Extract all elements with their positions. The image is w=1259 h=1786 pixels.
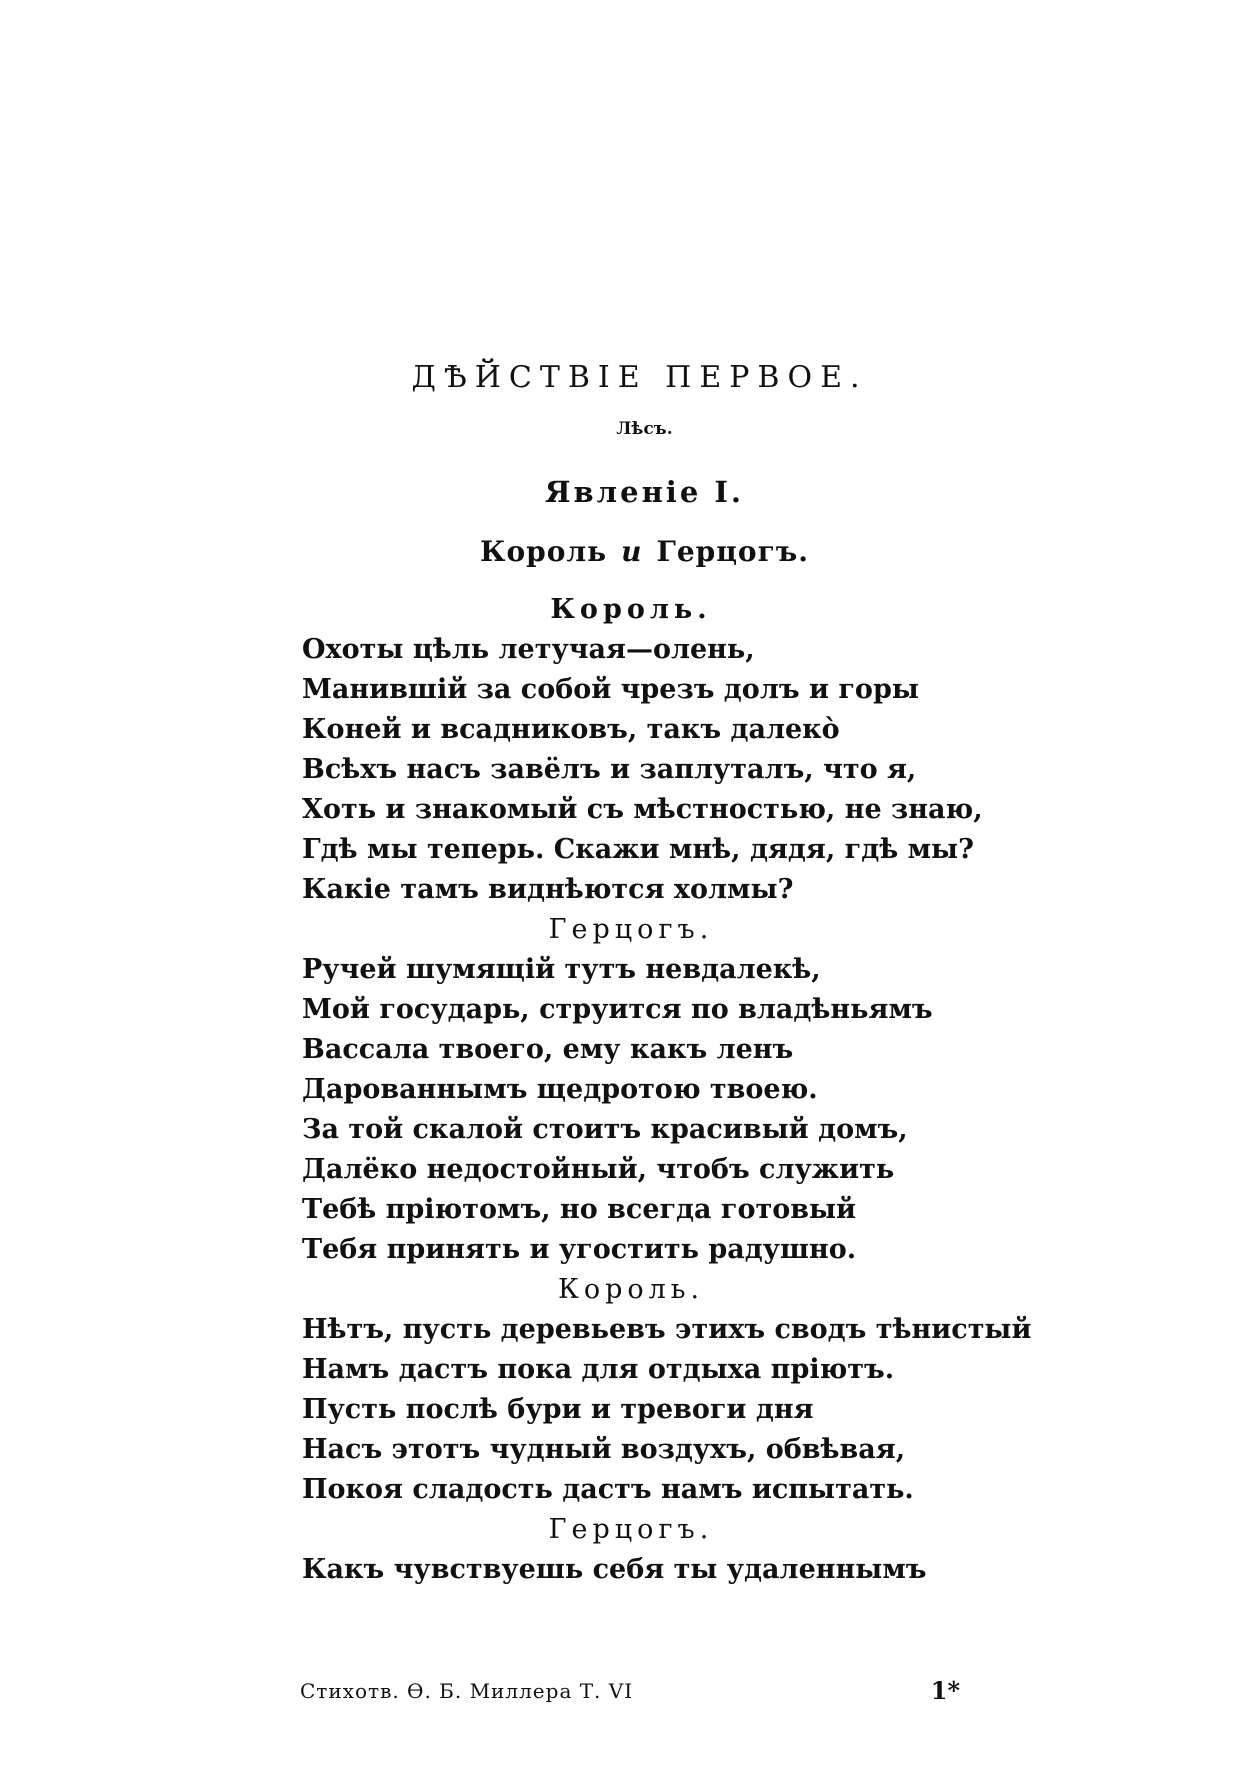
verse-line: Вассала твоего, ему какъ ленъ <box>302 1034 794 1065</box>
signature-mark: 1* <box>930 1676 960 1705</box>
characters-line <box>0 532 1259 572</box>
page-footer <box>300 1674 960 1708</box>
scene-title: Явленіе I. <box>544 475 745 509</box>
dialogue <box>302 590 1032 1590</box>
verse-line: Какіе тамъ виднѣются холмы? <box>302 874 794 905</box>
verse-line: Покоя сладость дастъ намъ испытать. <box>302 1474 914 1505</box>
printer-signature: Стихотв. Ѳ. Б. Миллера Т. VI <box>300 1679 634 1703</box>
speaker-name: Герцогъ. <box>548 914 714 945</box>
act-title: ДѢЙСТВІЕ ПЕРВОЕ. <box>411 360 868 395</box>
verse-line: Тебѣ пріютомъ, но всегда готовый <box>302 1194 857 1225</box>
verse-line: Нѣтъ, пусть деревьевъ этихъ сводъ тѣнистый <box>302 1314 1032 1345</box>
verse-line: Всѣхъ насъ завёлъ и заплуталъ, что я, <box>302 754 917 785</box>
verse-line: Мой государь, струится по владѣньямъ <box>302 994 933 1025</box>
speaker-name: Герцогъ. <box>548 1514 714 1545</box>
verse-line: Ручей шумящій тутъ невдалекѣ, <box>302 954 821 985</box>
verse-line: Далёко недостойный, чтобъ служить <box>302 1154 895 1185</box>
verse-line: Хоть и знакомый съ мѣстностью, не знаю, <box>302 794 983 825</box>
speaker-name: Король. <box>557 1274 705 1305</box>
verse-line: Коней и всадниковъ, такъ далекò <box>302 714 840 745</box>
characters-conjunction: и <box>621 535 643 568</box>
verse-line: Какъ чувствуешь себя ты удаленнымъ <box>302 1554 927 1585</box>
character-king: Король <box>480 535 608 568</box>
verse-line: Тебя принять и угостить радушно. <box>302 1234 857 1265</box>
verse-line: Гдѣ мы теперь. Скажи мнѣ, дядя, гдѣ мы? <box>302 834 974 865</box>
verse-line: Охоты цѣль летучая—олень, <box>302 634 755 665</box>
verse-line: Манившій за собой чрезъ долъ и горы <box>302 674 919 705</box>
verse-line: Насъ этотъ чудный воздухъ, обвѣвая, <box>302 1434 906 1465</box>
character-duke: Герцогъ. <box>656 535 809 568</box>
verse-line: За той скалой стоитъ красивый домъ, <box>302 1114 908 1145</box>
speaker-name: Король. <box>550 594 712 625</box>
verse-line: Дарованнымъ щедротою твоею. <box>302 1074 818 1105</box>
scene-setting: Лѣсъ. <box>616 419 673 439</box>
verse-line: Намъ дастъ пока для отдыха пріютъ. <box>302 1354 895 1385</box>
verse-line: Пусть послѣ бури и тревоги дня <box>302 1394 814 1425</box>
